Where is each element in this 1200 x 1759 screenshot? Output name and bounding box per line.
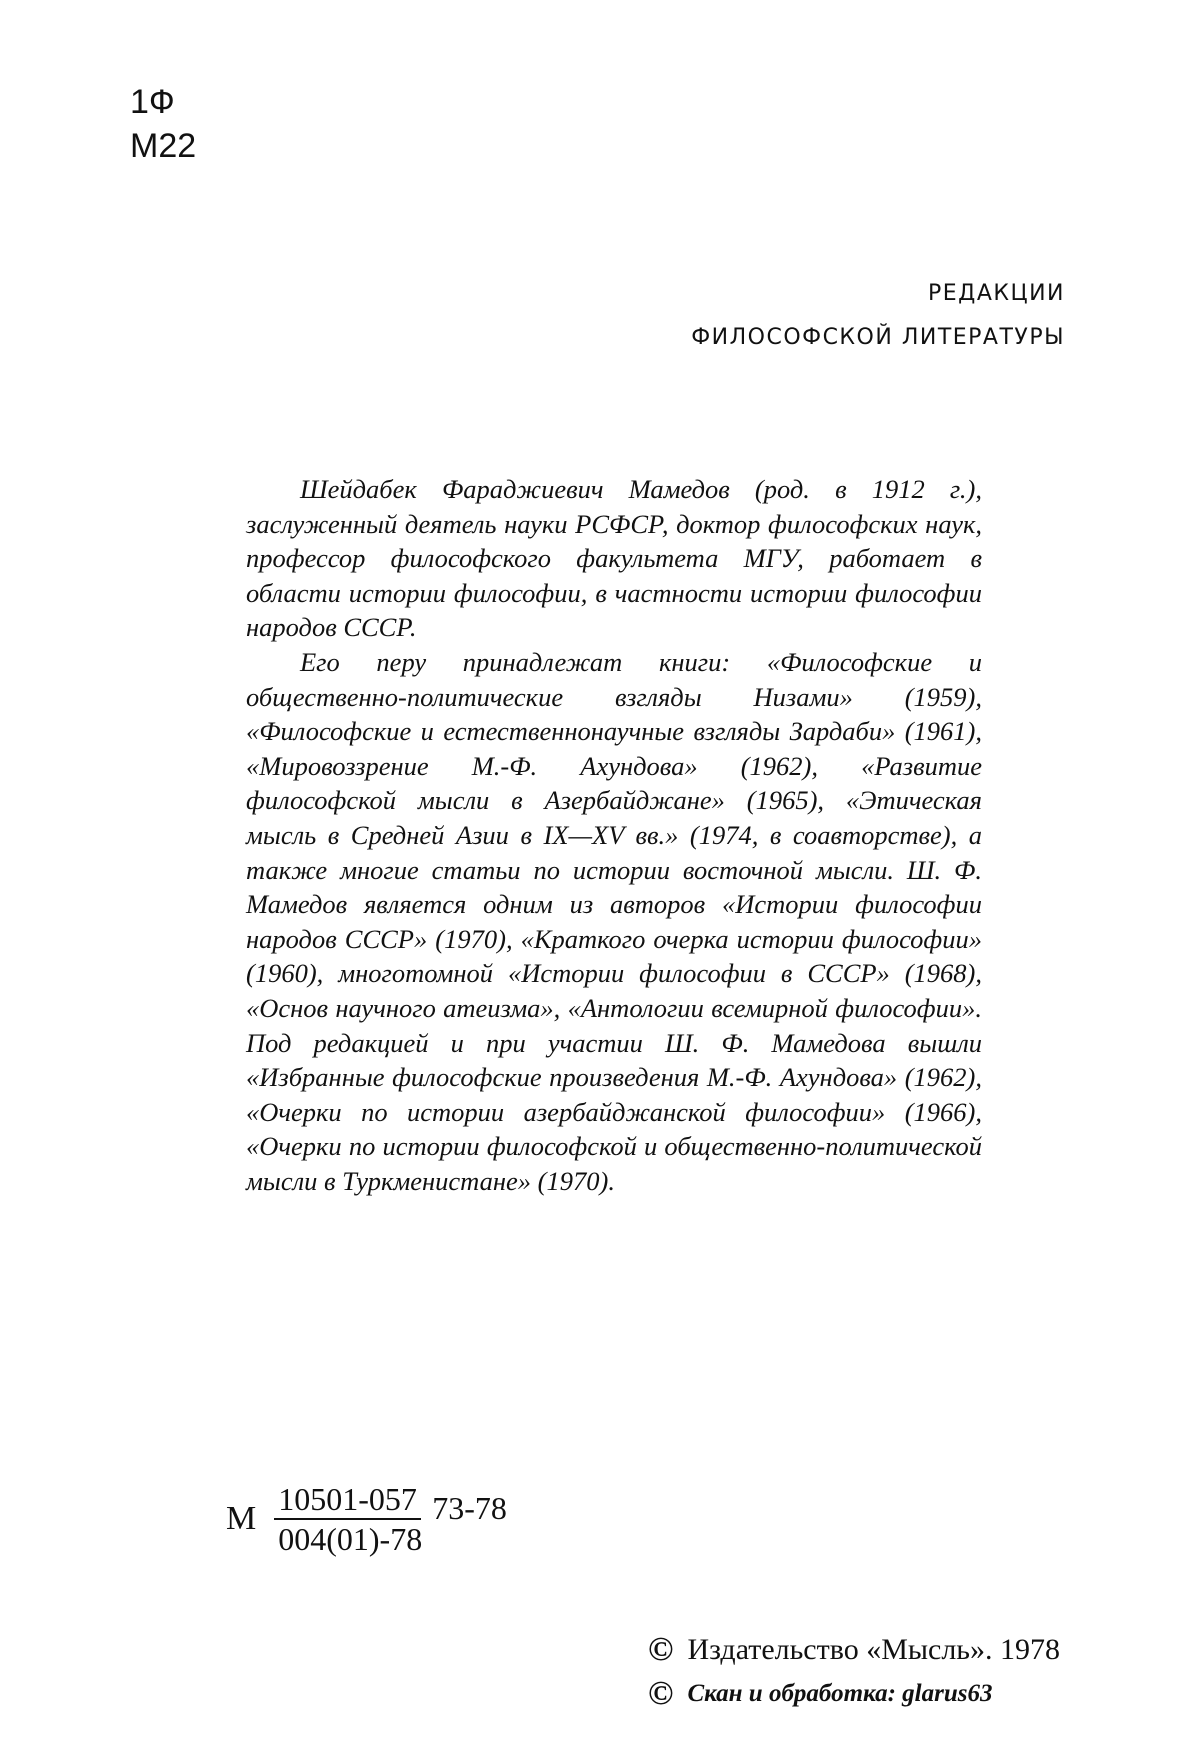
classification-code bbox=[130, 80, 196, 168]
index-denominator: 004(01)-78 bbox=[278, 1521, 423, 1557]
copyright-block bbox=[648, 1628, 1060, 1716]
bio-paragraph-1: Шейдабек Фараджиевич Мамедов (род. в 1912 г.), заслуженный деятель науки РСФСР, доктор философских наук, профессор философского факультета МГУ, работает в области истории философии, в частности истории философии народов СССР. bbox=[246, 474, 982, 643]
classification-line-2: М22 bbox=[130, 127, 197, 165]
copyright-icon: © bbox=[648, 1675, 674, 1712]
editorial-heading bbox=[691, 272, 1065, 360]
author-biography bbox=[246, 472, 982, 1198]
editorial-line-2: ФИЛОСОФСКОЙ ЛИТЕРАТУРЫ bbox=[691, 325, 1065, 350]
index-fraction bbox=[274, 1482, 426, 1556]
classification-line-1: 1Ф bbox=[130, 83, 175, 121]
editorial-line-1: РЕДАКЦИИ bbox=[927, 281, 1065, 306]
copyright-publisher-line bbox=[648, 1628, 1060, 1672]
index-suffix: 73-78 bbox=[432, 1489, 507, 1526]
copyright-scan-line bbox=[648, 1672, 1060, 1716]
index-numerator: 10501-057 bbox=[274, 1482, 421, 1520]
bio-paragraph-2: Его перу принадлежат книги: «Философские и общественно-политические взгляды Низами» (1959), «Философские и естественнонаучные взгляды Зардаби» (1961), «Мировоззрение М.-Ф. Ахундова» (1962), «Развитие философской мысли в Азербайджане» (1965), «Этическая мысль в Средней Азии в IX—XV вв.» (1974, в соавторстве), а также многие статьи по истории восточной мысли. Ш. Ф. Мамедов является одним из авторов «Истории философии народов СССР» (1970), «Краткого очерка истории философии» (1960), многотомной «Истории философии в СССР» (1968), «Основ научного атеизма», «Антологии всемирной философии». Под редакцией и при участии Ш. Ф. Мамедова вышли «Избранные философские произведения М.-Ф. Ахундова» (1962), «Очерки по истории азербайджанской философии» (1966), «Очерки по истории философской и общественно-политической мысли в Туркменистане» (1970). bbox=[246, 646, 982, 1196]
copyright-publisher: Издательство «Мысль». 1978 bbox=[687, 1633, 1060, 1666]
publication-index bbox=[226, 1482, 507, 1556]
index-letter: М bbox=[226, 1500, 257, 1537]
copyright-icon: © bbox=[648, 1631, 674, 1668]
copyright-scan: Скан и обработка: glarus63 bbox=[687, 1680, 993, 1707]
